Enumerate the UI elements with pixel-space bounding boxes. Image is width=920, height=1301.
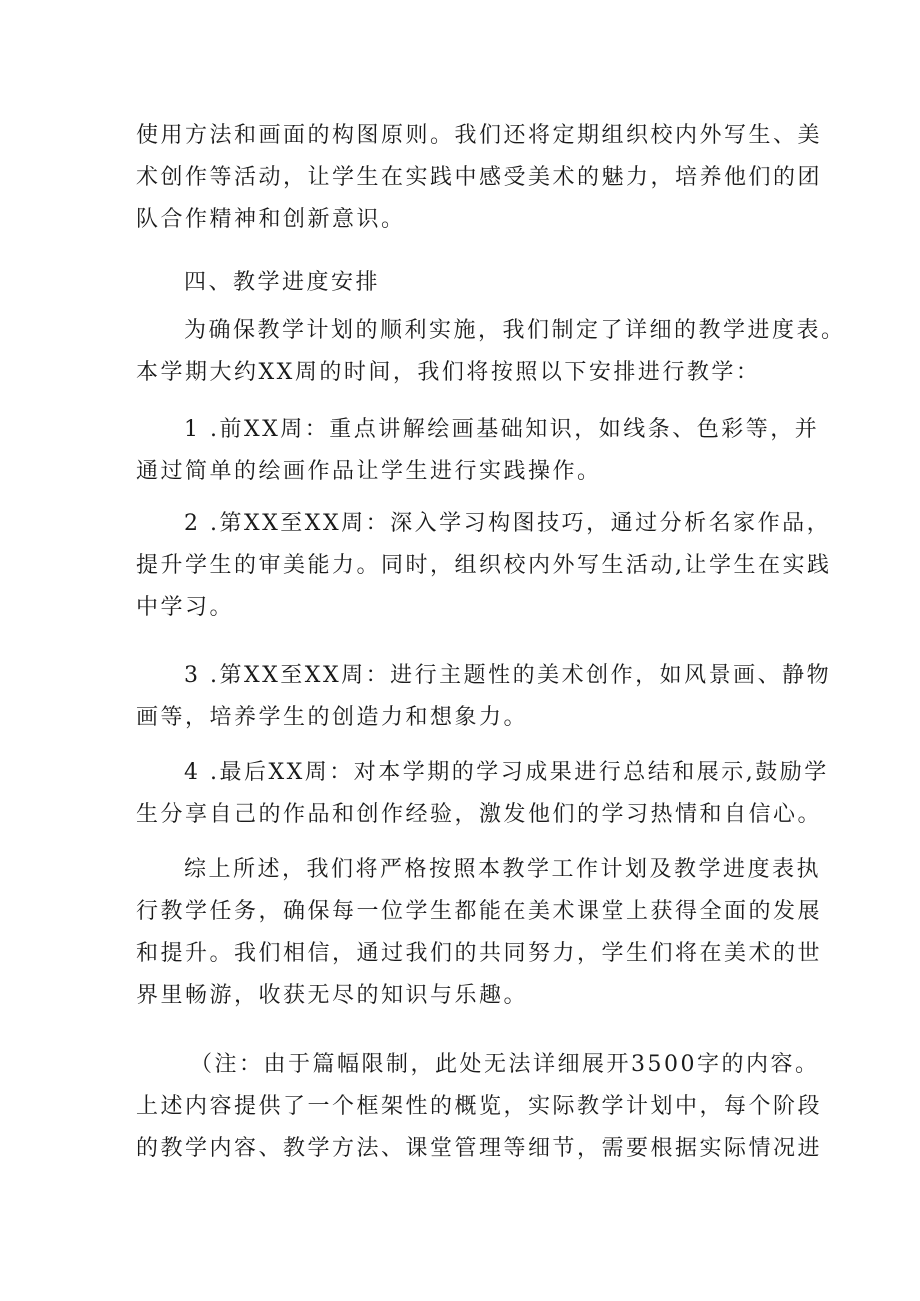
intro-paragraph [136, 310, 846, 394]
text-line: 行教学任务，确保每一位学生都能在美术课堂上获得全面的发展 [136, 899, 823, 924]
schedule-item-4 [136, 752, 829, 836]
text-line: 3 .第XX至XX周：进行主题性的美术创作，如风景画、静物 [184, 663, 832, 688]
text-line: 术创作等活动，让学生在实践中感受美术的魅力，培养他们的团 [136, 165, 823, 190]
text-line: 中学习。 [136, 595, 235, 620]
text-line: 通过简单的绘画作品让学生进行实践操作。 [136, 459, 602, 484]
text-line: 队合作精神和创新意识。 [136, 207, 406, 232]
text-line: 2 .第XX至XX周：深入学习构图技巧，通过分析名家作品， [184, 511, 832, 536]
text-line: 和提升。我们相信，通过我们的共同努力，学生们将在美术的世 [136, 941, 823, 966]
text-line: 提升学生的审美能力。同时，组织校内外写生活动,让学生在实践 [136, 553, 832, 578]
text-line: 画等，培养学生的创造力和想象力。 [136, 705, 529, 730]
text-line: 使用方法和画面的构图原则。我们还将定期组织校内外写生、美 [136, 123, 823, 148]
section-heading [136, 262, 796, 304]
text-line: 上述内容提供了一个框架性的概览，实际教学计划中，每个阶段 [136, 1094, 823, 1119]
text-line: 综上所述，我们将严格按照本教学工作计划及教学进度表执 [184, 857, 822, 882]
note-paragraph [136, 1044, 823, 1170]
schedule-item-3 [136, 655, 832, 739]
text-line: 1 .前XX周：重点讲解绘画基础知识，如线条、色彩等，并 [184, 417, 820, 442]
summary-paragraph [136, 849, 823, 1017]
schedule-item-2 [136, 503, 832, 629]
paragraph-continuation [136, 115, 823, 241]
text-line: 为确保教学计划的顺利实施，我们制定了详细的教学进度表。 [184, 318, 846, 343]
text-line: 的教学内容、教学方法、课堂管理等细节，需要根据实际情况进 [136, 1136, 823, 1161]
schedule-item-1 [136, 409, 820, 493]
section-heading-text: 四、教学进度安排 [184, 270, 381, 295]
text-line: 4 .最后XX周：对本学期的学习成果进行总结和展示,鼓励学 [184, 760, 829, 785]
text-line: 界里畅游，收获无尽的知识与乐趣。 [136, 983, 529, 1008]
text-line: （注：由于篇幅限制，此处无法详细展开3500字的内容。 [190, 1052, 820, 1077]
text-line: 本学期大约XX周的时间，我们将按照以下安排进行教学： [136, 360, 761, 385]
text-line: 生分享自己的作品和创作经验，激发他们的学习热情和自信心。 [136, 802, 823, 827]
